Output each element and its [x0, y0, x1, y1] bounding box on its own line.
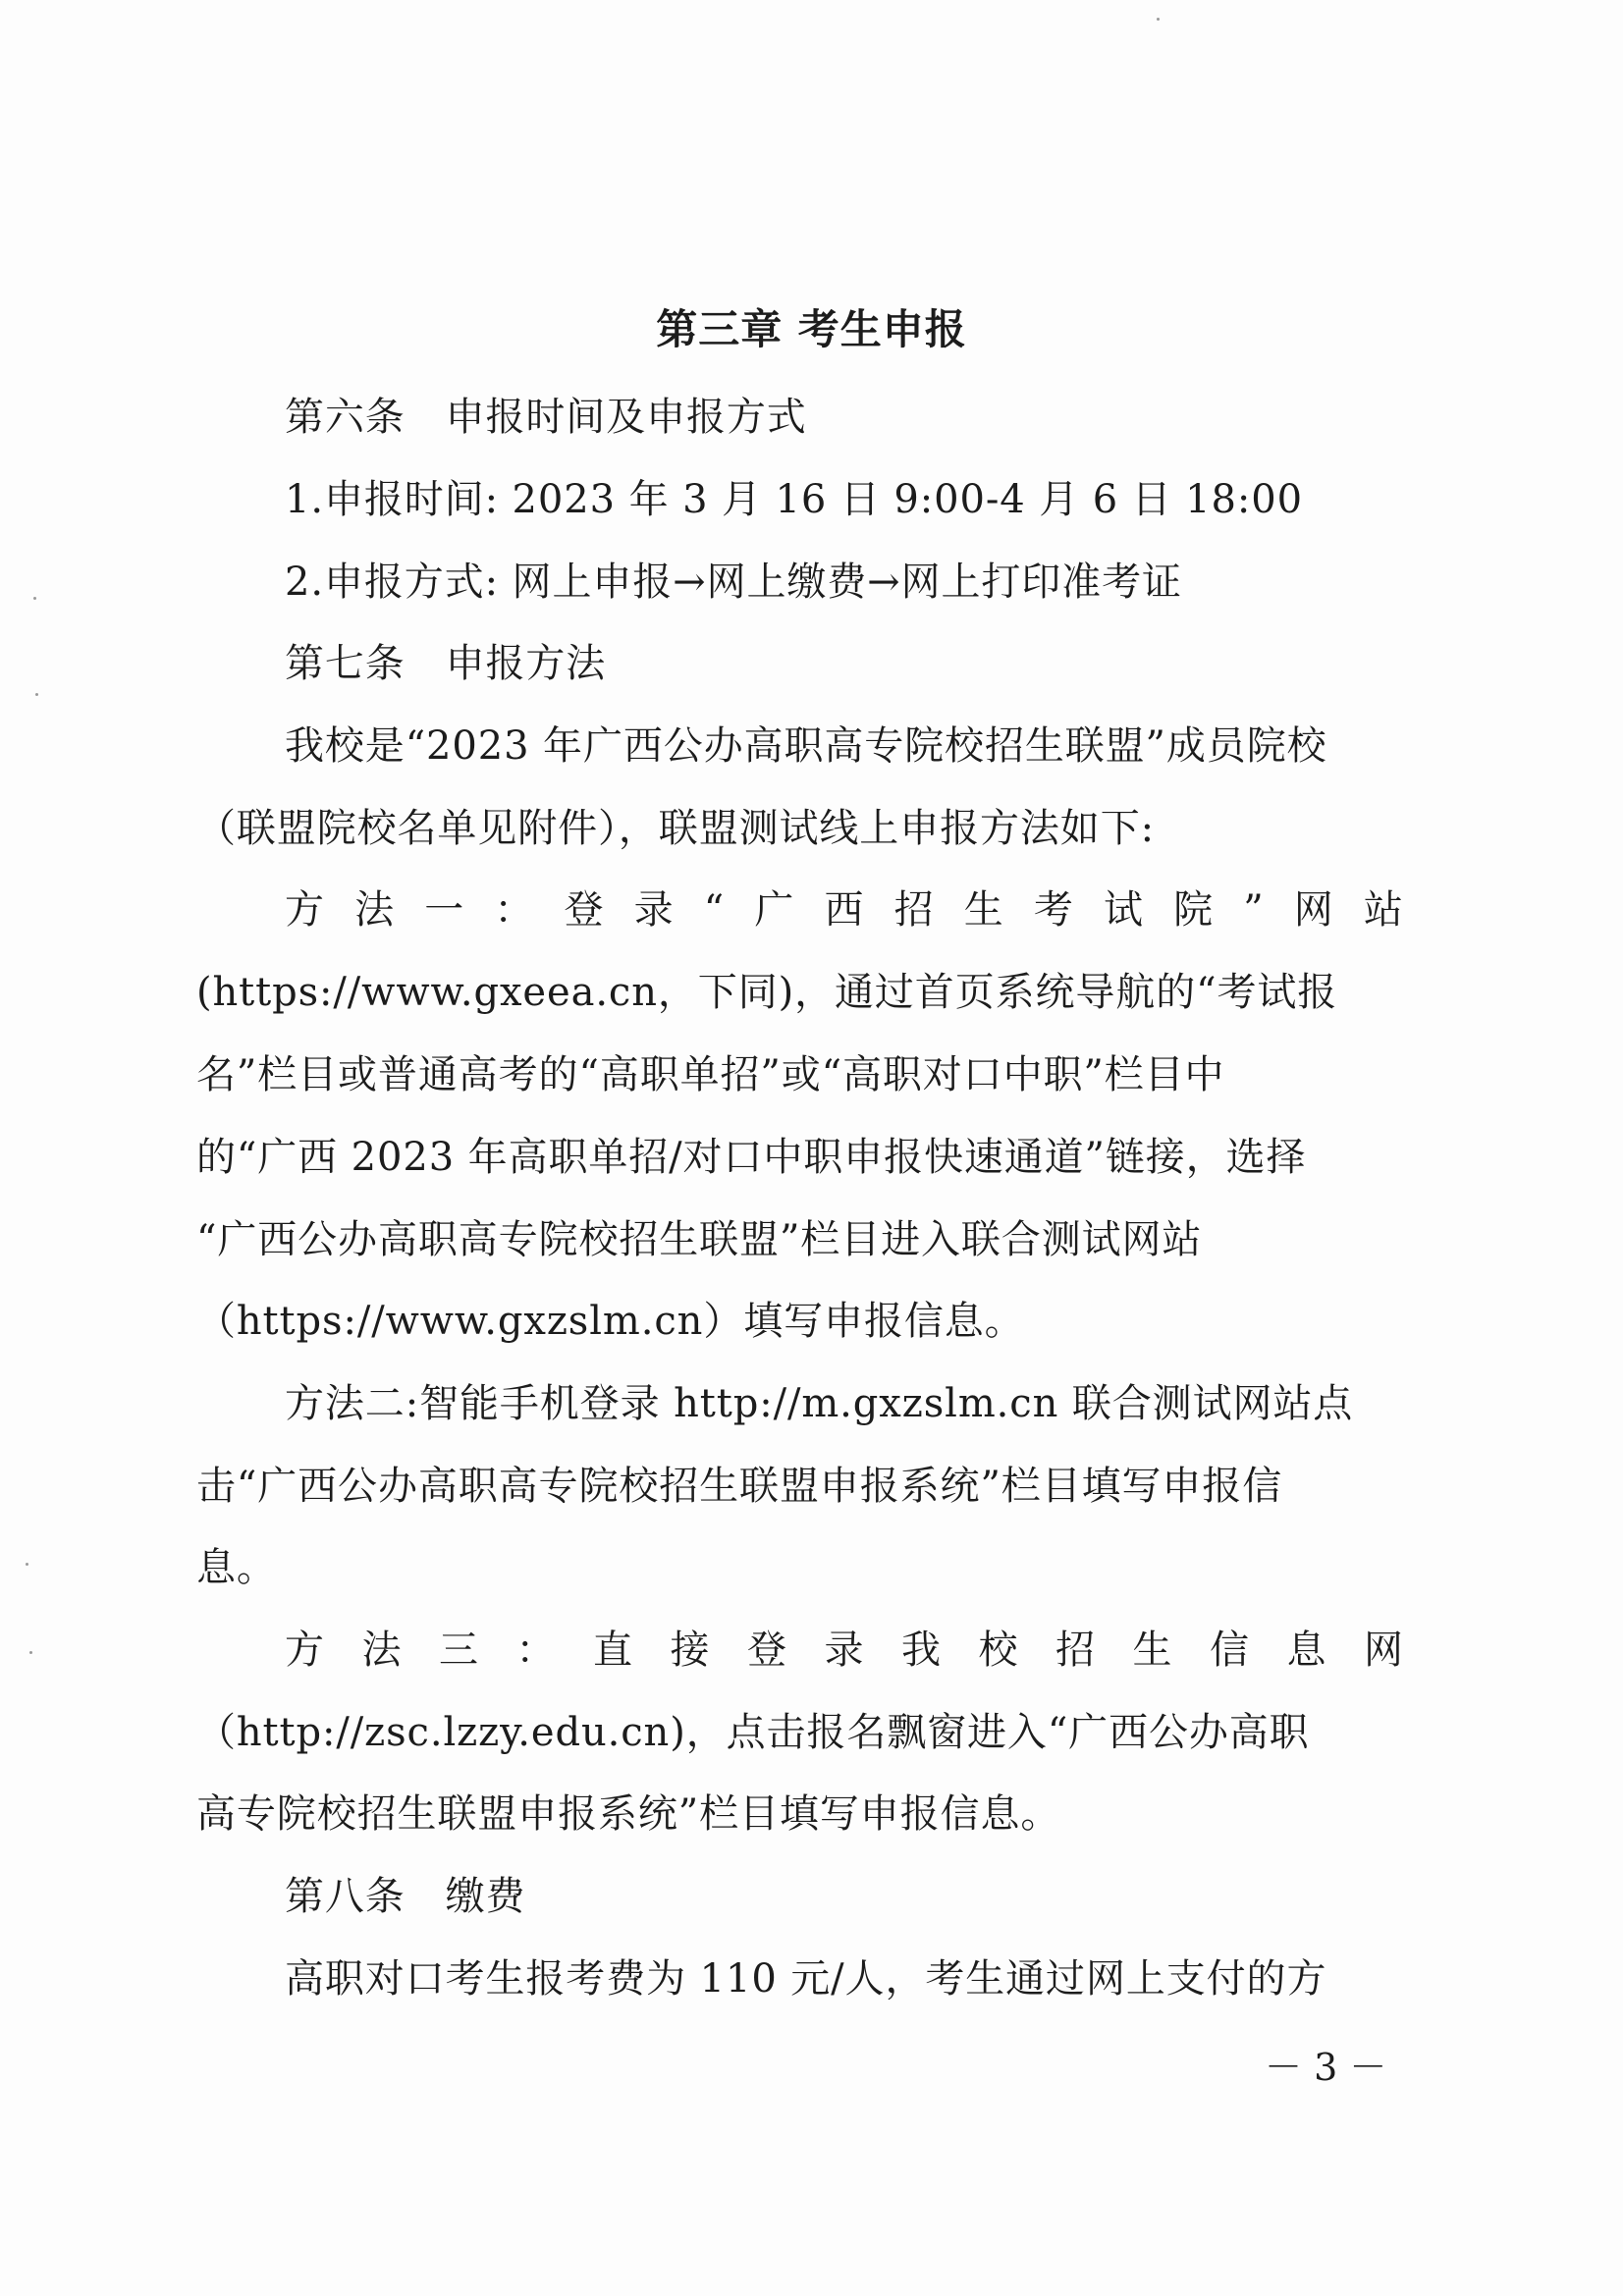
- method-1-line-6: （https://www.gxzslm.cn）填写申报信息。: [196, 1299, 1025, 1344]
- scan-speck: [33, 597, 36, 600]
- method-1-line-4: 的“广西 2023 年高职单招/对口中职申报快速通道”链接，选择: [196, 1135, 1307, 1180]
- article-6-method: 2.申报方式: 网上申报→网上缴费→网上打印准考证: [285, 560, 1182, 605]
- article-7-heading: 第七条 申报方法: [285, 641, 607, 686]
- char: 录: [824, 1628, 865, 1673]
- char: 登: [747, 1628, 787, 1673]
- char: 息: [1286, 1628, 1327, 1673]
- article-6-time: 1.申报时间: 2023 年 3 月 16 日 9:00-4 月 6 日 18:00: [285, 477, 1303, 522]
- char: 考: [1033, 887, 1074, 933]
- method-2-line-1: 方法二:智能手机登录 http://m.gxzslm.cn 联合测试网站点: [285, 1381, 1354, 1426]
- char: ：: [515, 1628, 557, 1673]
- char: 生: [963, 887, 1004, 933]
- article-7-intro-line-1: 我校是“2023 年广西公办高职高专院校招生联盟”成员院校: [285, 723, 1327, 769]
- char: 登: [564, 887, 605, 933]
- char: 一: [424, 887, 465, 933]
- chapter-title: 第三章 考生申报: [656, 305, 967, 353]
- char: 信: [1210, 1628, 1250, 1673]
- method-1-line-5: “广西公办高职高专院校招生联盟”栏目进入联合测试网站: [196, 1217, 1203, 1262]
- char: 方: [285, 1628, 325, 1673]
- method-3-line-3: 高专院校招生联盟申报系统”栏目填写申报信息。: [196, 1791, 1061, 1837]
- char: 方: [285, 887, 325, 933]
- scan-speck: [1157, 18, 1160, 21]
- char: “: [703, 887, 726, 933]
- page-number: － 3 －: [1265, 2046, 1387, 2089]
- method-1-line-1: [285, 882, 1404, 937]
- article-6-heading: 第六条 申报时间及申报方式: [285, 395, 807, 440]
- char: 网: [1293, 887, 1334, 933]
- char: 我: [901, 1628, 942, 1673]
- scan-speck: [26, 1563, 28, 1566]
- char: 校: [978, 1628, 1019, 1673]
- char: 三: [439, 1628, 479, 1673]
- char: 招: [893, 887, 935, 933]
- char: 西: [824, 887, 865, 933]
- method-3-line-1: [285, 1623, 1404, 1678]
- scan-speck: [35, 693, 38, 696]
- char: 录: [633, 887, 675, 933]
- char: 广: [754, 887, 795, 933]
- article-8-heading: 第八条 缴费: [285, 1874, 526, 1919]
- char: ”: [1243, 887, 1265, 933]
- method-2-line-3: 息。: [196, 1545, 277, 1590]
- char: 院: [1173, 887, 1214, 933]
- char: 站: [1363, 887, 1404, 933]
- method-2-line-2: 击“广西公办高职高专院校招生联盟申报系统”栏目填写申报信: [196, 1464, 1283, 1509]
- scan-speck: [29, 1651, 32, 1654]
- article-8-fee-line-1: 高职对口考生报考费为 110 元/人，考生通过网上支付的方: [285, 1956, 1327, 2002]
- method-3-line-2: （http://zsc.lzzy.edu.cn)，点击报名飘窗进入“广西公办高职: [196, 1710, 1310, 1755]
- char: 法: [361, 1628, 403, 1673]
- char: 接: [670, 1628, 711, 1673]
- char: 网: [1364, 1628, 1404, 1673]
- char: 招: [1055, 1628, 1096, 1673]
- method-1-line-3: 名”栏目或普通高考的“高职单招”或“高职对口中职”栏目中: [196, 1052, 1225, 1097]
- method-1-line-2: (https://www.gxeea.cn，下同)，通过首页系统导航的“考试报: [196, 970, 1338, 1015]
- char: 试: [1103, 887, 1144, 933]
- char: ：: [494, 887, 535, 933]
- char: 生: [1132, 1628, 1173, 1673]
- article-7-intro-line-2: （联盟院校名单见附件），联盟测试线上申报方法如下:: [196, 806, 1155, 851]
- char: 直: [593, 1628, 633, 1673]
- char: 法: [354, 887, 396, 933]
